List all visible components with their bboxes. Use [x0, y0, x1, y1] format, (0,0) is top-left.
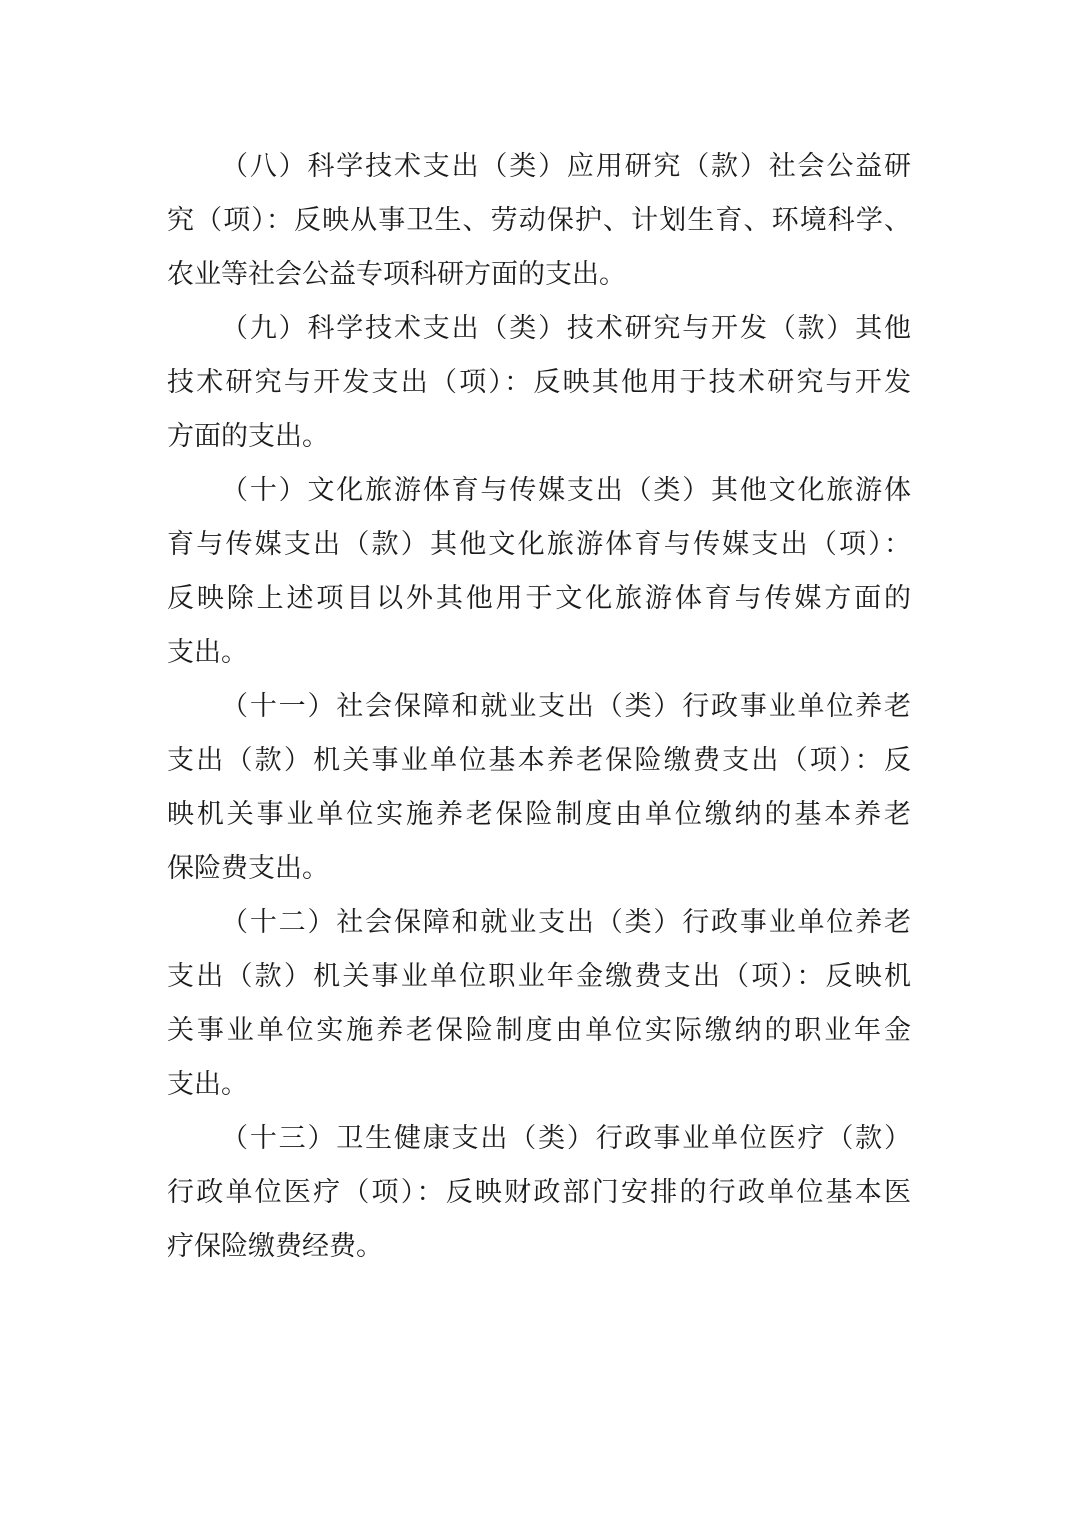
text-line: 育与传媒支出（款）其他文化旅游体育与传媒支出（项）： — [167, 529, 911, 559]
paragraph-item-10 — [167, 463, 911, 679]
text-line: 映机关事业单位实施养老保险制度由单位缴纳的基本养老 — [167, 799, 911, 829]
text-line: 疗保险缴费经费。 — [167, 1231, 383, 1261]
text-line: 究（项）：反映从事卫生、劳动保护、计划生育、环境科学、 — [167, 205, 911, 235]
document-body — [167, 139, 911, 1273]
text-line: 反映除上述项目以外其他用于文化旅游体育与传媒方面的 — [167, 583, 911, 613]
text-line: 支出。 — [167, 1069, 248, 1099]
text-line: （十三）卫生健康支出（类）行政事业单位医疗（款） — [221, 1123, 911, 1153]
paragraph-item-13 — [167, 1111, 911, 1273]
paragraph-item-8 — [167, 139, 911, 301]
text-line: 支出（款）机关事业单位基本养老保险缴费支出（项）：反 — [167, 745, 911, 775]
text-line: 技术研究与开发支出（项）：反映其他用于技术研究与开发 — [167, 367, 911, 397]
text-line: 支出（款）机关事业单位职业年金缴费支出（项）：反映机 — [167, 961, 911, 991]
text-line: 关事业单位实施养老保险制度由单位实际缴纳的职业年金 — [167, 1015, 911, 1045]
text-line: （十）文化旅游体育与传媒支出（类）其他文化旅游体 — [221, 475, 911, 505]
text-line: 行政单位医疗（项）：反映财政部门安排的行政单位基本医 — [167, 1177, 911, 1207]
text-line: （十二）社会保障和就业支出（类）行政事业单位养老 — [221, 907, 911, 937]
text-line: 农业等社会公益专项科研方面的支出。 — [167, 259, 626, 289]
text-line: 保险费支出。 — [167, 853, 329, 883]
paragraph-item-12 — [167, 895, 911, 1111]
text-line: 方面的支出。 — [167, 421, 329, 451]
paragraph-item-11 — [167, 679, 911, 895]
text-line: （十一）社会保障和就业支出（类）行政事业单位养老 — [221, 691, 911, 721]
text-line: （九）科学技术支出（类）技术研究与开发（款）其他 — [221, 313, 911, 343]
paragraph-item-9 — [167, 301, 911, 463]
text-line: （八）科学技术支出（类）应用研究（款）社会公益研 — [221, 151, 911, 181]
text-line: 支出。 — [167, 637, 248, 667]
